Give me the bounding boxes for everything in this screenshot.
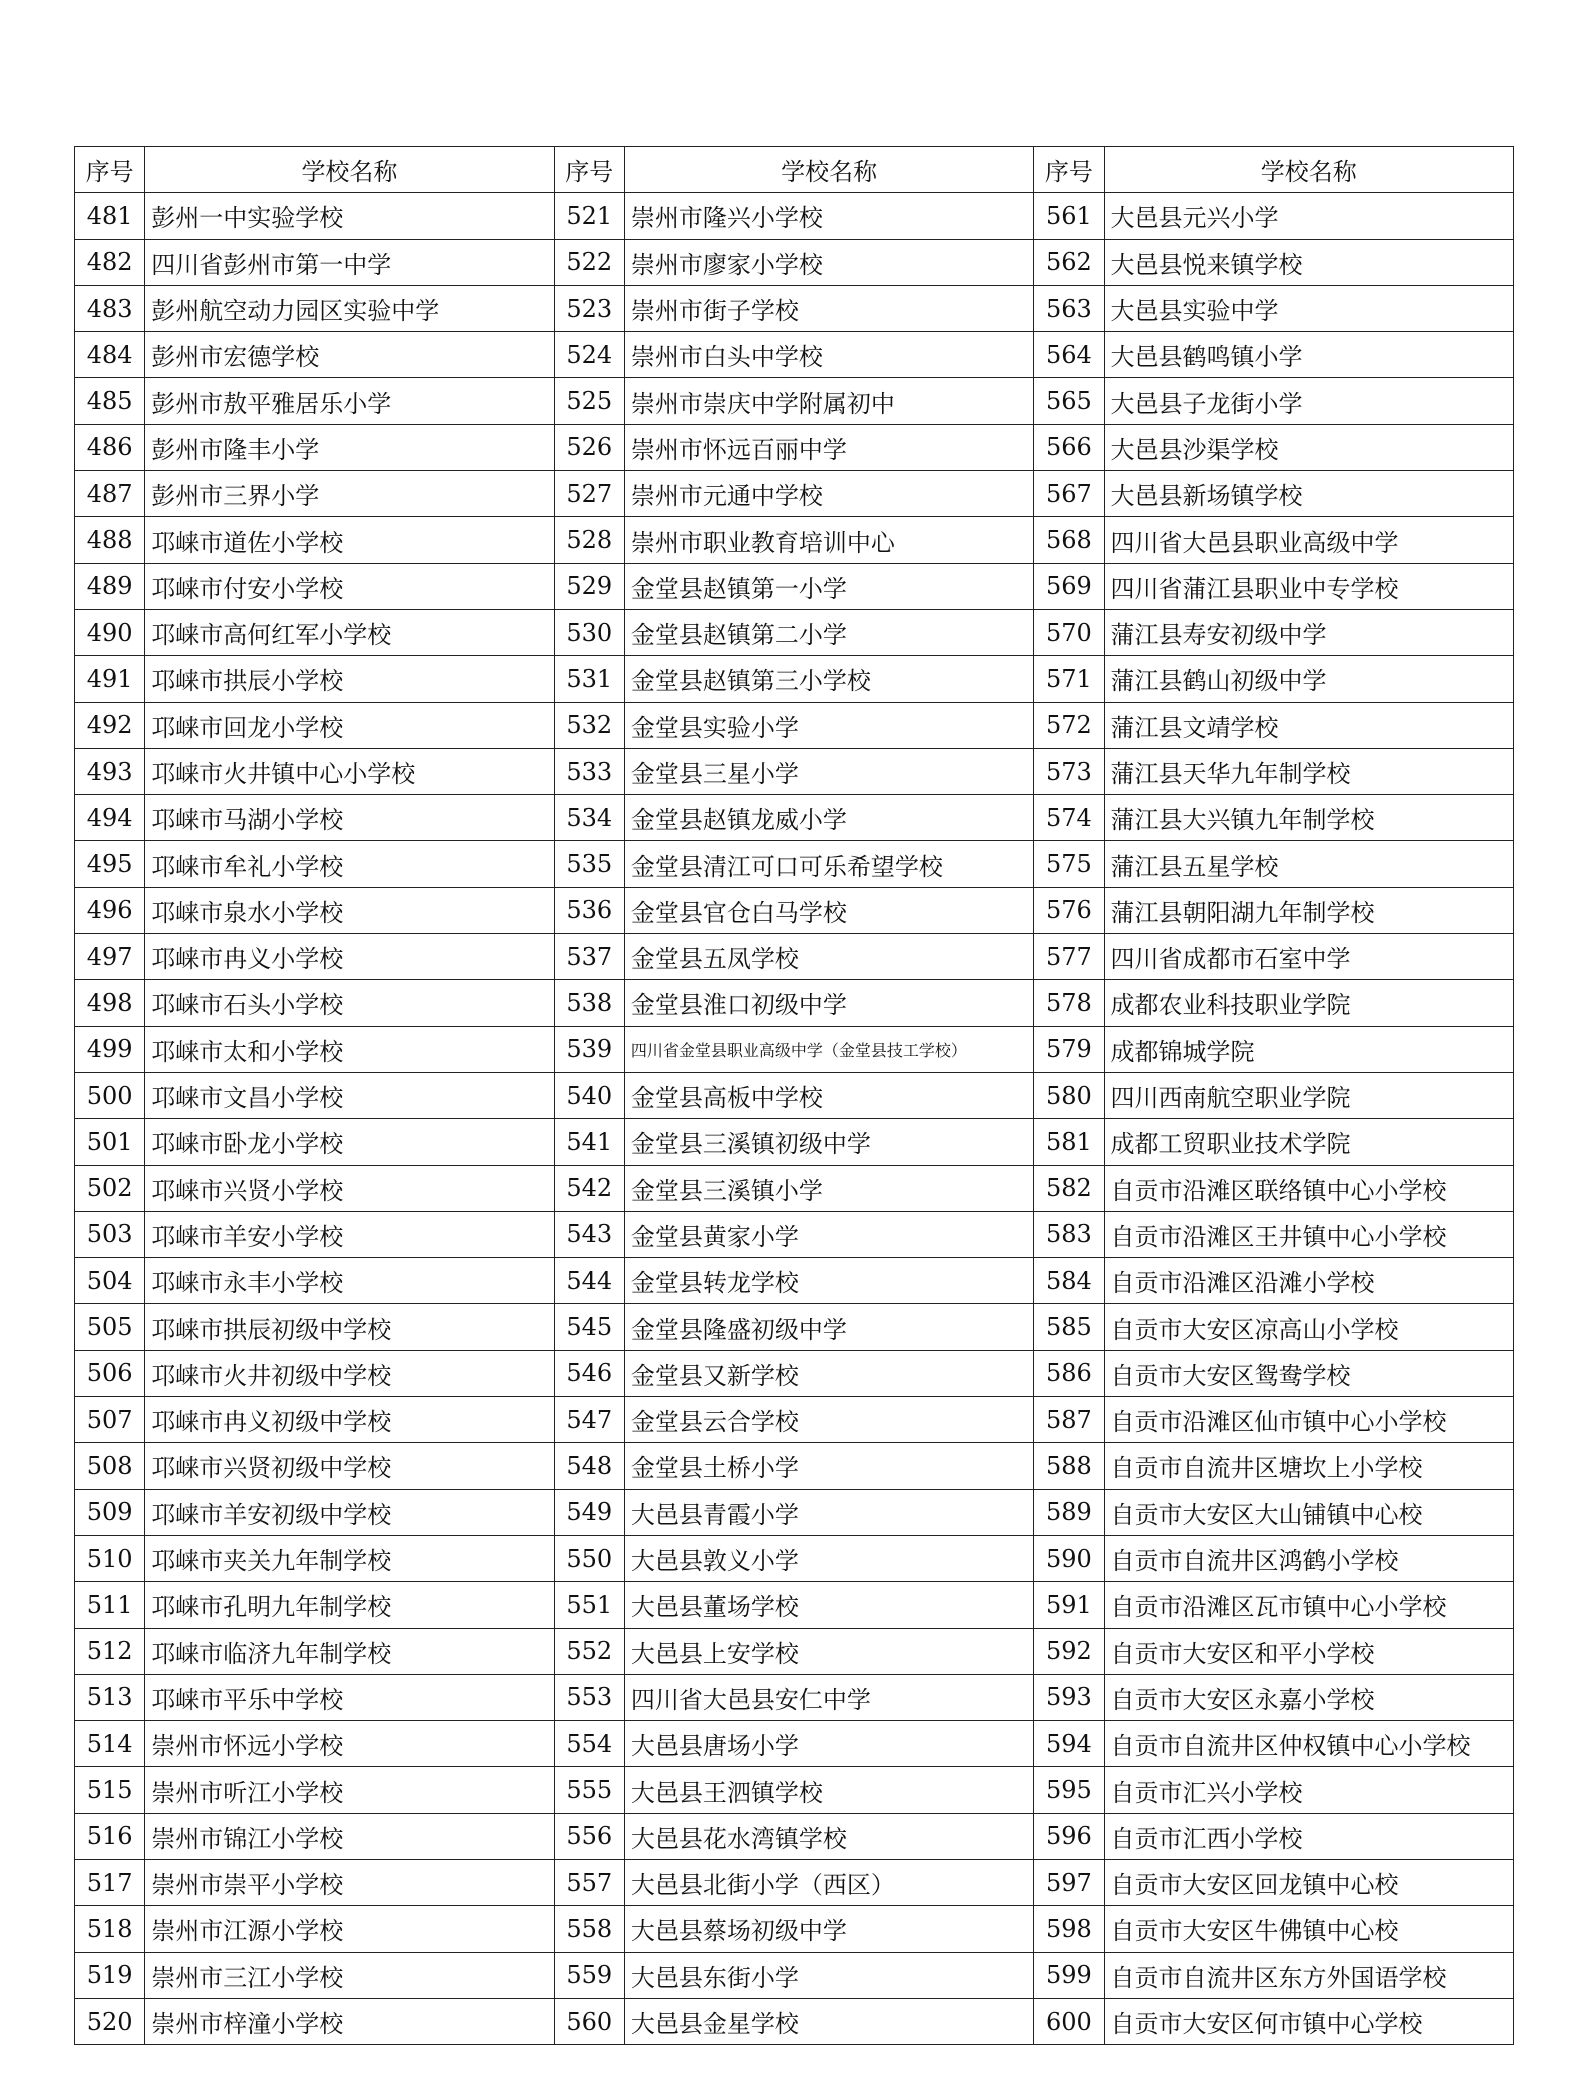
table-header-row: [75, 147, 1514, 193]
school-name-cell: 大邑县上安学校: [624, 1628, 1033, 1674]
row-index-cell: 493: [75, 748, 145, 794]
row-index-cell: 534: [554, 795, 624, 841]
school-name-cell: 自贡市汇西小学校: [1104, 1813, 1513, 1859]
table-row: [75, 285, 1514, 331]
school-name-cell: 自贡市汇兴小学校: [1104, 1767, 1513, 1813]
table-row: [75, 332, 1514, 378]
table-row: [75, 841, 1514, 887]
row-index-cell: 547: [554, 1397, 624, 1443]
row-index-cell: 541: [554, 1119, 624, 1165]
header-index: 序号: [1034, 147, 1104, 193]
row-index-cell: 565: [1034, 378, 1104, 424]
school-name-cell: 自贡市大安区大山铺镇中心校: [1104, 1489, 1513, 1535]
school-name-cell: 大邑县沙渠学校: [1104, 424, 1513, 470]
row-index-cell: 488: [75, 517, 145, 563]
row-index-cell: 481: [75, 193, 145, 239]
row-index-cell: 530: [554, 609, 624, 655]
row-index-cell: 551: [554, 1582, 624, 1628]
school-name-cell: 自贡市大安区鸳鸯学校: [1104, 1350, 1513, 1396]
school-name-cell: 蒲江县鹤山初级中学: [1104, 656, 1513, 702]
row-index-cell: 526: [554, 424, 624, 470]
row-index-cell: 562: [1034, 239, 1104, 285]
school-name-cell: 金堂县三星小学: [624, 748, 1033, 794]
row-index-cell: 598: [1034, 1906, 1104, 1952]
row-index-cell: 557: [554, 1859, 624, 1905]
table-row: [75, 1582, 1514, 1628]
row-index-cell: 550: [554, 1535, 624, 1581]
school-name-cell: 大邑县王泗镇学校: [624, 1767, 1033, 1813]
school-name-cell: 大邑县蔡场初级中学: [624, 1906, 1033, 1952]
school-name-cell: 四川省金堂县职业高级中学（金堂县技工学校）: [624, 1026, 1033, 1072]
school-name-cell: 崇州市三江小学校: [145, 1952, 554, 1998]
school-name-cell: 大邑县青霞小学: [624, 1489, 1033, 1535]
school-name-cell: 蒲江县文靖学校: [1104, 702, 1513, 748]
table-row: [75, 702, 1514, 748]
row-index-cell: 596: [1034, 1813, 1104, 1859]
school-name-cell: 彭州市宏德学校: [145, 332, 554, 378]
school-name-cell: 自贡市沿滩区联络镇中心小学校: [1104, 1165, 1513, 1211]
row-index-cell: 525: [554, 378, 624, 424]
school-name-cell: 大邑县悦来镇学校: [1104, 239, 1513, 285]
school-name-cell: 大邑县元兴小学: [1104, 193, 1513, 239]
row-index-cell: 573: [1034, 748, 1104, 794]
row-index-cell: 528: [554, 517, 624, 563]
school-name-cell: 崇州市怀远小学校: [145, 1721, 554, 1767]
table-row: [75, 1489, 1514, 1535]
school-name-cell: 彭州一中实验学校: [145, 193, 554, 239]
row-index-cell: 510: [75, 1535, 145, 1581]
school-name-cell: 邛崃市兴贤初级中学校: [145, 1443, 554, 1489]
school-name-cell: 金堂县土桥小学: [624, 1443, 1033, 1489]
row-index-cell: 498: [75, 980, 145, 1026]
school-name-cell: 金堂县淮口初级中学: [624, 980, 1033, 1026]
row-index-cell: 575: [1034, 841, 1104, 887]
row-index-cell: 554: [554, 1721, 624, 1767]
row-index-cell: 556: [554, 1813, 624, 1859]
school-name-cell: 崇州市梓潼小学校: [145, 1998, 554, 2044]
table-row: [75, 1859, 1514, 1905]
school-name-cell: 邛崃市冉义初级中学校: [145, 1397, 554, 1443]
school-name-cell: 邛崃市太和小学校: [145, 1026, 554, 1072]
school-name-cell: 崇州市廖家小学校: [624, 239, 1033, 285]
school-name-cell: 大邑县新场镇学校: [1104, 471, 1513, 517]
row-index-cell: 587: [1034, 1397, 1104, 1443]
row-index-cell: 544: [554, 1258, 624, 1304]
school-name-cell: 金堂县云合学校: [624, 1397, 1033, 1443]
row-index-cell: 501: [75, 1119, 145, 1165]
school-name-cell: 邛崃市泉水小学校: [145, 887, 554, 933]
school-name-cell: 崇州市崇平小学校: [145, 1859, 554, 1905]
school-name-cell: 大邑县子龙街小学: [1104, 378, 1513, 424]
school-name-cell: 邛崃市羊安初级中学校: [145, 1489, 554, 1535]
school-name-cell: 大邑县敦义小学: [624, 1535, 1033, 1581]
school-name-cell: 崇州市元通中学校: [624, 471, 1033, 517]
row-index-cell: 489: [75, 563, 145, 609]
row-index-cell: 577: [1034, 934, 1104, 980]
school-name-cell: 四川省成都市石室中学: [1104, 934, 1513, 980]
table-row: [75, 517, 1514, 563]
table-row: [75, 1535, 1514, 1581]
school-name-cell: 邛崃市永丰小学校: [145, 1258, 554, 1304]
school-name-cell: 自贡市沿滩区瓦市镇中心小学校: [1104, 1582, 1513, 1628]
school-name-cell: 四川省大邑县职业高级中学: [1104, 517, 1513, 563]
school-name-cell: 金堂县转龙学校: [624, 1258, 1033, 1304]
table-row: [75, 471, 1514, 517]
table-row: [75, 980, 1514, 1026]
header-school-name: 学校名称: [624, 147, 1033, 193]
school-name-cell: 崇州市听江小学校: [145, 1767, 554, 1813]
row-index-cell: 513: [75, 1674, 145, 1720]
row-index-cell: 595: [1034, 1767, 1104, 1813]
school-name-cell: 自贡市大安区和平小学校: [1104, 1628, 1513, 1674]
table-row: [75, 934, 1514, 980]
school-name-cell: 金堂县隆盛初级中学: [624, 1304, 1033, 1350]
table-row: [75, 1258, 1514, 1304]
row-index-cell: 558: [554, 1906, 624, 1952]
row-index-cell: 483: [75, 285, 145, 331]
row-index-cell: 545: [554, 1304, 624, 1350]
school-name-cell: 金堂县赵镇第二小学: [624, 609, 1033, 655]
row-index-cell: 560: [554, 1998, 624, 2044]
school-name-cell: 金堂县三溪镇初级中学: [624, 1119, 1033, 1165]
row-index-cell: 500: [75, 1072, 145, 1118]
row-index-cell: 581: [1034, 1119, 1104, 1165]
school-name-cell: 金堂县又新学校: [624, 1350, 1033, 1396]
table-row: [75, 1952, 1514, 1998]
school-name-cell: 邛崃市火井初级中学校: [145, 1350, 554, 1396]
table-row: [75, 1674, 1514, 1720]
table-row: [75, 1165, 1514, 1211]
school-name-cell: 金堂县实验小学: [624, 702, 1033, 748]
header-school-name: 学校名称: [145, 147, 554, 193]
school-name-cell: 邛崃市牟礼小学校: [145, 841, 554, 887]
row-index-cell: 485: [75, 378, 145, 424]
school-name-cell: 大邑县董场学校: [624, 1582, 1033, 1628]
table-row: [75, 378, 1514, 424]
table-row: [75, 563, 1514, 609]
table-row: [75, 1119, 1514, 1165]
row-index-cell: 518: [75, 1906, 145, 1952]
school-name-cell: 邛崃市马湖小学校: [145, 795, 554, 841]
row-index-cell: 512: [75, 1628, 145, 1674]
school-name-cell: 邛崃市道佐小学校: [145, 517, 554, 563]
row-index-cell: 517: [75, 1859, 145, 1905]
row-index-cell: 600: [1034, 1998, 1104, 2044]
row-index-cell: 531: [554, 656, 624, 702]
school-name-cell: 邛崃市孔明九年制学校: [145, 1582, 554, 1628]
row-index-cell: 535: [554, 841, 624, 887]
row-index-cell: 590: [1034, 1535, 1104, 1581]
school-name-cell: 四川省彭州市第一中学: [145, 239, 554, 285]
row-index-cell: 569: [1034, 563, 1104, 609]
table-body: [75, 193, 1514, 2045]
school-name-cell: 金堂县三溪镇小学: [624, 1165, 1033, 1211]
table-row: [75, 1443, 1514, 1489]
row-index-cell: 540: [554, 1072, 624, 1118]
school-name-cell: 自贡市大安区凉高山小学校: [1104, 1304, 1513, 1350]
row-index-cell: 504: [75, 1258, 145, 1304]
row-index-cell: 586: [1034, 1350, 1104, 1396]
row-index-cell: 583: [1034, 1211, 1104, 1257]
row-index-cell: 516: [75, 1813, 145, 1859]
row-index-cell: 496: [75, 887, 145, 933]
row-index-cell: 523: [554, 285, 624, 331]
school-name-cell: 彭州航空动力园区实验中学: [145, 285, 554, 331]
school-name-cell: 彭州市隆丰小学: [145, 424, 554, 470]
row-index-cell: 527: [554, 471, 624, 517]
table-row: [75, 424, 1514, 470]
table-row: [75, 1998, 1514, 2044]
school-name-cell: 成都农业科技职业学院: [1104, 980, 1513, 1026]
header-index: 序号: [75, 147, 145, 193]
row-index-cell: 524: [554, 332, 624, 378]
school-name-cell: 崇州市江源小学校: [145, 1906, 554, 1952]
row-index-cell: 499: [75, 1026, 145, 1072]
school-name-cell: 大邑县实验中学: [1104, 285, 1513, 331]
row-index-cell: 584: [1034, 1258, 1104, 1304]
school-name-cell: 崇州市崇庆中学附属初中: [624, 378, 1033, 424]
table-row: [75, 239, 1514, 285]
school-name-cell: 四川西南航空职业学院: [1104, 1072, 1513, 1118]
table-row: [75, 1026, 1514, 1072]
school-name-cell: 蒲江县朝阳湖九年制学校: [1104, 887, 1513, 933]
school-name-cell: 崇州市白头中学校: [624, 332, 1033, 378]
row-index-cell: 574: [1034, 795, 1104, 841]
table-row: [75, 748, 1514, 794]
row-index-cell: 588: [1034, 1443, 1104, 1489]
row-index-cell: 592: [1034, 1628, 1104, 1674]
row-index-cell: 502: [75, 1165, 145, 1211]
school-name-cell: 邛崃市石头小学校: [145, 980, 554, 1026]
school-name-cell: 自贡市大安区牛佛镇中心校: [1104, 1906, 1513, 1952]
row-index-cell: 585: [1034, 1304, 1104, 1350]
school-name-cell: 邛崃市付安小学校: [145, 563, 554, 609]
school-name-cell: 大邑县鹤鸣镇小学: [1104, 332, 1513, 378]
row-index-cell: 492: [75, 702, 145, 748]
row-index-cell: 497: [75, 934, 145, 980]
school-name-cell: 蒲江县天华九年制学校: [1104, 748, 1513, 794]
table-row: [75, 1211, 1514, 1257]
row-index-cell: 508: [75, 1443, 145, 1489]
school-name-cell: 邛崃市冉义小学校: [145, 934, 554, 980]
school-name-cell: 自贡市大安区回龙镇中心校: [1104, 1859, 1513, 1905]
school-name-cell: 自贡市自流井区东方外国语学校: [1104, 1952, 1513, 1998]
school-name-cell: 金堂县赵镇第三小学校: [624, 656, 1033, 702]
school-name-cell: 自贡市沿滩区王井镇中心小学校: [1104, 1211, 1513, 1257]
header-school-name: 学校名称: [1104, 147, 1513, 193]
row-index-cell: 487: [75, 471, 145, 517]
row-index-cell: 568: [1034, 517, 1104, 563]
school-name-cell: 蒲江县寿安初级中学: [1104, 609, 1513, 655]
school-name-cell: 金堂县官仓白马学校: [624, 887, 1033, 933]
row-index-cell: 529: [554, 563, 624, 609]
row-index-cell: 563: [1034, 285, 1104, 331]
row-index-cell: 515: [75, 1767, 145, 1813]
school-name-cell: 蒲江县大兴镇九年制学校: [1104, 795, 1513, 841]
row-index-cell: 552: [554, 1628, 624, 1674]
row-index-cell: 486: [75, 424, 145, 470]
row-index-cell: 578: [1034, 980, 1104, 1026]
school-name-cell: 崇州市怀远百丽中学: [624, 424, 1033, 470]
row-index-cell: 538: [554, 980, 624, 1026]
row-index-cell: 570: [1034, 609, 1104, 655]
row-index-cell: 549: [554, 1489, 624, 1535]
school-name-cell: 四川省蒲江县职业中专学校: [1104, 563, 1513, 609]
school-name-cell: 金堂县高板中学校: [624, 1072, 1033, 1118]
row-index-cell: 519: [75, 1952, 145, 1998]
row-index-cell: 576: [1034, 887, 1104, 933]
school-name-cell: 大邑县东街小学: [624, 1952, 1033, 1998]
row-index-cell: 543: [554, 1211, 624, 1257]
school-name-cell: 崇州市职业教育培训中心: [624, 517, 1033, 563]
row-index-cell: 509: [75, 1489, 145, 1535]
school-name-cell: 邛崃市羊安小学校: [145, 1211, 554, 1257]
school-name-cell: 自贡市自流井区鸿鹤小学校: [1104, 1535, 1513, 1581]
row-index-cell: 522: [554, 239, 624, 285]
row-index-cell: 571: [1034, 656, 1104, 702]
row-index-cell: 503: [75, 1211, 145, 1257]
school-name-cell: 自贡市自流井区仲权镇中心小学校: [1104, 1721, 1513, 1767]
row-index-cell: 506: [75, 1350, 145, 1396]
table-row: [75, 1350, 1514, 1396]
school-name-cell: 邛崃市回龙小学校: [145, 702, 554, 748]
row-index-cell: 491: [75, 656, 145, 702]
row-index-cell: 484: [75, 332, 145, 378]
row-index-cell: 533: [554, 748, 624, 794]
row-index-cell: 564: [1034, 332, 1104, 378]
table-row: [75, 1813, 1514, 1859]
school-name-cell: 邛崃市夹关九年制学校: [145, 1535, 554, 1581]
row-index-cell: 542: [554, 1165, 624, 1211]
school-name-cell: 金堂县五凤学校: [624, 934, 1033, 980]
row-index-cell: 511: [75, 1582, 145, 1628]
school-name-cell: 大邑县金星学校: [624, 1998, 1033, 2044]
school-name-cell: 大邑县花水湾镇学校: [624, 1813, 1033, 1859]
school-name-cell: 崇州市街子学校: [624, 285, 1033, 331]
school-name-cell: 邛崃市卧龙小学校: [145, 1119, 554, 1165]
school-name-cell: 邛崃市高何红军小学校: [145, 609, 554, 655]
row-index-cell: 537: [554, 934, 624, 980]
row-index-cell: 521: [554, 193, 624, 239]
row-index-cell: 536: [554, 887, 624, 933]
row-index-cell: 582: [1034, 1165, 1104, 1211]
school-name-cell: 邛崃市拱辰初级中学校: [145, 1304, 554, 1350]
row-index-cell: 505: [75, 1304, 145, 1350]
school-name-cell: 彭州市三界小学: [145, 471, 554, 517]
table-row: [75, 1767, 1514, 1813]
school-name-cell: 崇州市锦江小学校: [145, 1813, 554, 1859]
row-index-cell: 559: [554, 1952, 624, 1998]
row-index-cell: 555: [554, 1767, 624, 1813]
table-row: [75, 1721, 1514, 1767]
school-name-cell: 蒲江县五星学校: [1104, 841, 1513, 887]
school-name-cell: 自贡市大安区永嘉小学校: [1104, 1674, 1513, 1720]
row-index-cell: 495: [75, 841, 145, 887]
row-index-cell: 514: [75, 1721, 145, 1767]
row-index-cell: 580: [1034, 1072, 1104, 1118]
table-row: [75, 795, 1514, 841]
row-index-cell: 494: [75, 795, 145, 841]
school-name-cell: 成都锦城学院: [1104, 1026, 1513, 1072]
row-index-cell: 548: [554, 1443, 624, 1489]
row-index-cell: 532: [554, 702, 624, 748]
table-row: [75, 1072, 1514, 1118]
school-name-cell: 金堂县赵镇第一小学: [624, 563, 1033, 609]
row-index-cell: 520: [75, 1998, 145, 2044]
school-name-cell: 四川省大邑县安仁中学: [624, 1674, 1033, 1720]
table-row: [75, 887, 1514, 933]
row-index-cell: 482: [75, 239, 145, 285]
row-index-cell: 599: [1034, 1952, 1104, 1998]
school-name-cell: 金堂县赵镇龙威小学: [624, 795, 1033, 841]
school-name-cell: 金堂县黄家小学: [624, 1211, 1033, 1257]
school-name-cell: 邛崃市拱辰小学校: [145, 656, 554, 702]
school-list-table: [74, 146, 1514, 2045]
school-name-cell: 自贡市自流井区塘坎上小学校: [1104, 1443, 1513, 1489]
school-name-cell: 成都工贸职业技术学院: [1104, 1119, 1513, 1165]
row-index-cell: 589: [1034, 1489, 1104, 1535]
school-name-cell: 邛崃市临济九年制学校: [145, 1628, 554, 1674]
table-row: [75, 1906, 1514, 1952]
row-index-cell: 539: [554, 1026, 624, 1072]
school-name-cell: 崇州市隆兴小学校: [624, 193, 1033, 239]
table-row: [75, 193, 1514, 239]
school-name-cell: 自贡市沿滩区仙市镇中心小学校: [1104, 1397, 1513, 1443]
row-index-cell: 572: [1034, 702, 1104, 748]
table-row: [75, 656, 1514, 702]
header-index: 序号: [554, 147, 624, 193]
school-name-cell: 彭州市敖平雅居乐小学: [145, 378, 554, 424]
row-index-cell: 507: [75, 1397, 145, 1443]
school-name-cell: 邛崃市文昌小学校: [145, 1072, 554, 1118]
school-name-cell: 大邑县北街小学（西区）: [624, 1859, 1033, 1905]
row-index-cell: 597: [1034, 1859, 1104, 1905]
row-index-cell: 579: [1034, 1026, 1104, 1072]
school-name-cell: 邛崃市兴贤小学校: [145, 1165, 554, 1211]
table-row: [75, 1628, 1514, 1674]
row-index-cell: 593: [1034, 1674, 1104, 1720]
row-index-cell: 566: [1034, 424, 1104, 470]
school-name-cell: 金堂县清江可口可乐希望学校: [624, 841, 1033, 887]
row-index-cell: 594: [1034, 1721, 1104, 1767]
school-name-cell: 邛崃市平乐中学校: [145, 1674, 554, 1720]
row-index-cell: 546: [554, 1350, 624, 1396]
school-name-cell: 大邑县唐场小学: [624, 1721, 1033, 1767]
row-index-cell: 490: [75, 609, 145, 655]
row-index-cell: 567: [1034, 471, 1104, 517]
row-index-cell: 553: [554, 1674, 624, 1720]
school-name-cell: 自贡市沿滩区沿滩小学校: [1104, 1258, 1513, 1304]
table-row: [75, 1304, 1514, 1350]
table-row: [75, 609, 1514, 655]
school-name-cell: 邛崃市火井镇中心小学校: [145, 748, 554, 794]
table-row: [75, 1397, 1514, 1443]
school-name-cell: 自贡市大安区何市镇中心学校: [1104, 1998, 1513, 2044]
row-index-cell: 591: [1034, 1582, 1104, 1628]
row-index-cell: 561: [1034, 193, 1104, 239]
